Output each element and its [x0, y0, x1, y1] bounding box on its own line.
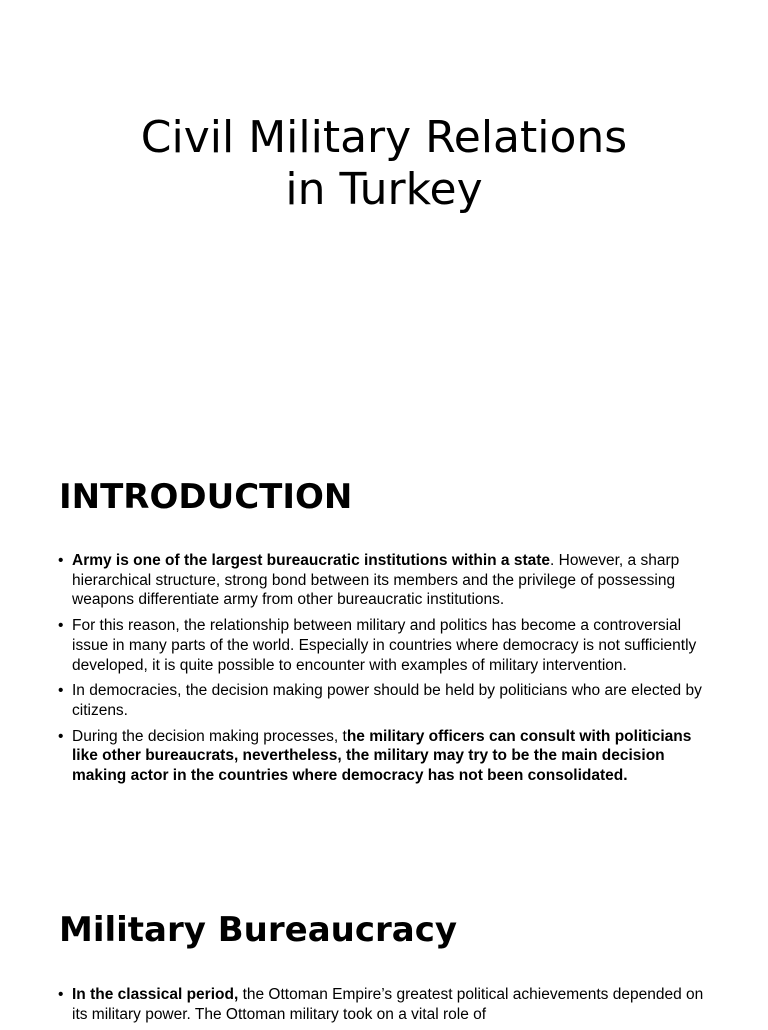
- section-heading-military-bureaucracy: Military Bureaucracy: [59, 910, 458, 950]
- bullet-item: [58, 681, 718, 720]
- bullet-text: . However, a sharp hierarchical structure, strong bond between its members and the privilege of possessing weapons differentiate army from other bureaucratic institutions.: [72, 552, 680, 609]
- military-bureaucracy-slide: [0, 864, 768, 1024]
- bullet-icon: •: [58, 727, 64, 745]
- bullet-item: [58, 985, 718, 1024]
- bullet-icon: •: [58, 617, 64, 635]
- bullet-list: [58, 985, 718, 1030]
- bullet-list: [58, 551, 718, 792]
- bullet-icon: •: [58, 682, 64, 700]
- bullet-icon: •: [58, 986, 64, 1003]
- bullet-bold-text: In the classical period,: [72, 986, 239, 1003]
- presentation-title: [0, 112, 768, 216]
- bullet-text: In democracies, the decision making power should be held by politicians who are elected by citizens.: [72, 682, 702, 719]
- bullet-text: During the decision making processes, t: [72, 727, 347, 745]
- bullet-text: the Ottoman Empire’s greatest political achievements depended on its military power. The Ottoman military took on a vital role of: [72, 986, 704, 1023]
- introduction-slide: [0, 432, 768, 864]
- bullet-item: [58, 551, 718, 610]
- bullet-item: [58, 727, 718, 786]
- bullet-icon: •: [58, 552, 64, 569]
- title-line-1: Civil Military Relations: [140, 112, 628, 163]
- bullet-bold-text: Army is one of the largest bureaucratic institutions within a state: [72, 552, 551, 569]
- bullet-bold-text: he military officers can consult with politicians like other bureaucrats, nevertheless, the military may try to be the main decision making actor in the countries where democracy has not been consolidated.: [72, 727, 692, 785]
- bullet-item: [58, 616, 718, 675]
- section-heading-introduction: INTRODUCTION: [59, 477, 353, 517]
- title-line-2: in Turkey: [285, 164, 483, 215]
- title-slide: [0, 0, 768, 432]
- bullet-text: For this reason, the relationship between military and politics has become a controversial issue in many parts of the world. Especially in countries where democracy is not sufficiently developed, it is quite possible to encounter with examples of military intervention.: [72, 617, 697, 674]
